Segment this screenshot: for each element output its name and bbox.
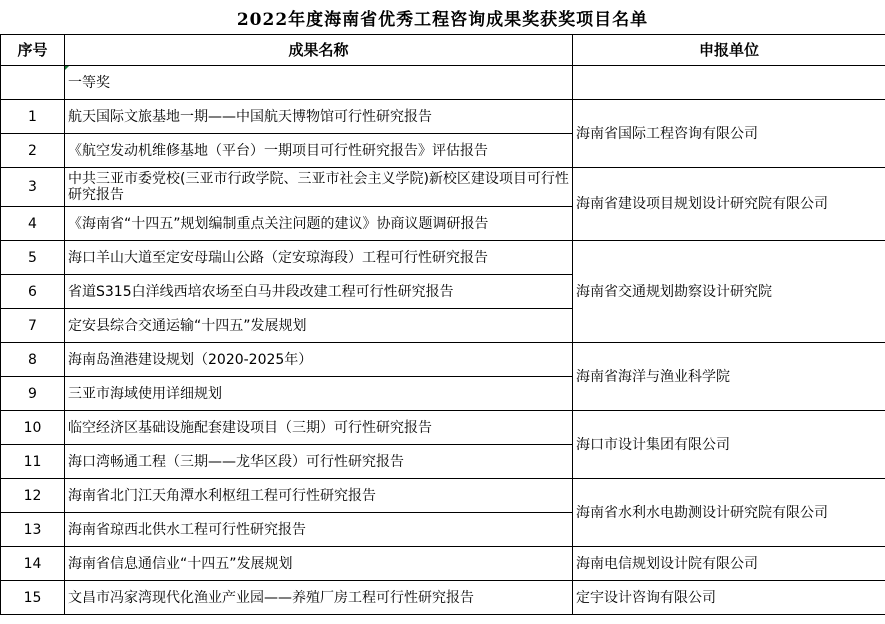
- row-no-cell[interactable]: 4: [1, 207, 65, 241]
- row-unit-cell[interactable]: 海南电信规划设计院有限公司: [573, 547, 885, 581]
- row-no-cell[interactable]: 11: [1, 445, 65, 479]
- row-name-cell[interactable]: 海口羊山大道至定安母瑞山公路（定安琼海段）工程可行性研究报告: [65, 241, 573, 275]
- row-name-cell[interactable]: 文昌市冯家湾现代化渔业产业园——养殖厂房工程可行性研究报告: [65, 581, 573, 615]
- table-row: [1, 343, 885, 377]
- table-row: [1, 168, 885, 207]
- header-row: [1, 35, 885, 66]
- row-no-cell[interactable]: 1: [1, 100, 65, 134]
- table-row: [1, 547, 885, 581]
- row-no-cell[interactable]: 9: [1, 377, 65, 411]
- row-unit-cell[interactable]: 定宇设计咨询有限公司: [573, 581, 885, 615]
- row-unit-cell[interactable]: 海口市设计集团有限公司: [573, 411, 885, 479]
- row-name-cell[interactable]: 海南省信息通信业“十四五”发展规划: [65, 547, 573, 581]
- row-name-cell[interactable]: 航天国际文旅基地一期——中国航天博物馆可行性研究报告: [65, 100, 573, 134]
- row-no-cell[interactable]: 14: [1, 547, 65, 581]
- row-no-cell[interactable]: 10: [1, 411, 65, 445]
- row-unit-cell[interactable]: 海南省水利水电勘测设计研究院有限公司: [573, 479, 885, 547]
- row-name-cell[interactable]: 海南省琼西北供水工程可行性研究报告: [65, 513, 573, 547]
- row-no-cell[interactable]: 7: [1, 309, 65, 343]
- section-row: [1, 66, 885, 100]
- row-name-cell[interactable]: 海南省北门江天角潭水利枢纽工程可行性研究报告: [65, 479, 573, 513]
- row-no-cell[interactable]: 12: [1, 479, 65, 513]
- row-no-cell[interactable]: 6: [1, 275, 65, 309]
- row-no-cell[interactable]: 15: [1, 581, 65, 615]
- row-unit-cell[interactable]: 海南省海洋与渔业科学院: [573, 343, 885, 411]
- row-name-cell[interactable]: 海南岛渔港建设规划（2020-2025年）: [65, 343, 573, 377]
- row-name-cell[interactable]: 《航空发动机维修基地（平台）一期项目可行性研究报告》评估报告: [65, 134, 573, 168]
- row-name-cell[interactable]: 临空经济区基础设施配套建设项目（三期）可行性研究报告: [65, 411, 573, 445]
- table-row: [1, 411, 885, 445]
- section-label-cell[interactable]: 一等奖: [65, 66, 573, 100]
- header-unit-cell[interactable]: 申报单位: [573, 35, 885, 66]
- header-no-cell[interactable]: 序号: [1, 35, 65, 66]
- row-name-cell[interactable]: 定安县综合交通运输“十四五”发展规划: [65, 309, 573, 343]
- sheet-title[interactable]: 2022年度海南省优秀工程咨询成果奖获奖项目名单: [0, 0, 885, 35]
- row-no-cell[interactable]: 2: [1, 134, 65, 168]
- row-unit-cell[interactable]: 海南省国际工程咨询有限公司: [573, 100, 885, 168]
- row-unit-cell[interactable]: 海南省建设项目规划设计研究院有限公司: [573, 168, 885, 241]
- row-name-cell[interactable]: 三亚市海域使用详细规划: [65, 377, 573, 411]
- table-row: [1, 479, 885, 513]
- row-name-cell[interactable]: 省道S315白洋线西培农场至白马井段改建工程可行性研究报告: [65, 275, 573, 309]
- row-name-cell[interactable]: 《海南省“十四五”规划编制重点关注问题的建议》协商议题调研报告: [65, 207, 573, 241]
- section-unit-cell[interactable]: [573, 66, 885, 100]
- section-no-cell[interactable]: [1, 66, 65, 100]
- row-name-cell[interactable]: 中共三亚市委党校(三亚市行政学院、三亚市社会主义学院)新校区建设项目可行性研究报告: [65, 168, 573, 207]
- table-row: [1, 100, 885, 134]
- row-no-cell[interactable]: 13: [1, 513, 65, 547]
- header-name-cell[interactable]: 成果名称: [65, 35, 573, 66]
- award-table: [0, 34, 885, 615]
- row-name-cell[interactable]: 海口湾畅通工程（三期——龙华区段）可行性研究报告: [65, 445, 573, 479]
- row-no-cell[interactable]: 5: [1, 241, 65, 275]
- table-row: [1, 581, 885, 615]
- row-no-cell[interactable]: 8: [1, 343, 65, 377]
- table-row: [1, 241, 885, 275]
- row-no-cell[interactable]: 3: [1, 168, 65, 207]
- row-unit-cell[interactable]: 海南省交通规划勘察设计研究院: [573, 241, 885, 343]
